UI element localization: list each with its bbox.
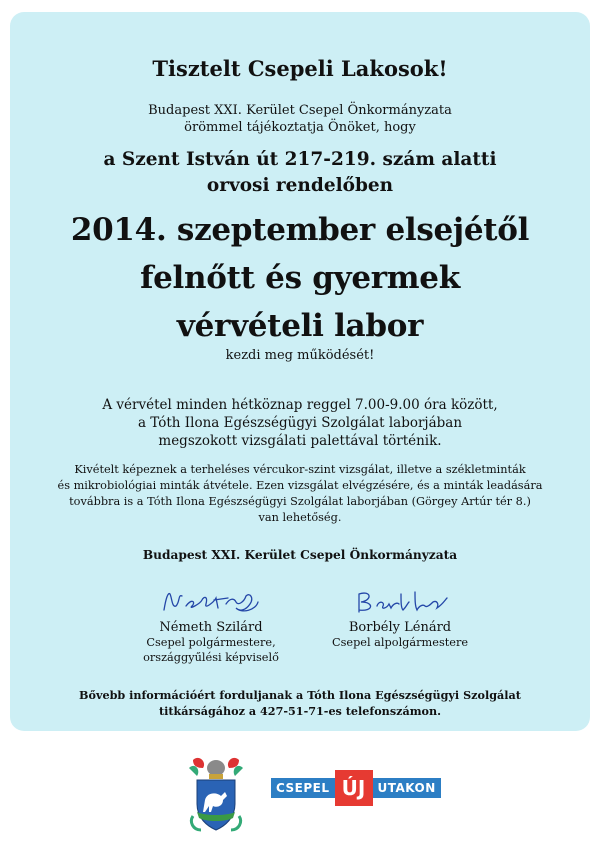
start-text: kezdi meg működését! [225, 348, 375, 363]
schedule-line: megszokott vizsgálati palettával történik. [158, 433, 442, 449]
logo-middle-text: ÚJ [335, 770, 373, 806]
organization-name: Budapest XXI. Kerület Csepel Önkormányzata [142, 548, 458, 562]
exceptions-text [0, 462, 600, 526]
exceptions-line: továbbra is a Tóth Ilona Egészségügyi Szolgálat laborjában (Görgey Artúr tér 8.) [69, 495, 531, 508]
csepel-uj-utakon-logo [271, 770, 441, 806]
headline-line: felnőtt és gyermek [140, 260, 460, 296]
signature-image [156, 584, 266, 618]
headline-line: 2014. szeptember elsejétől [70, 212, 530, 248]
contact-info [0, 687, 600, 719]
headline [0, 206, 600, 350]
signer-name: Németh Szilárd [159, 620, 263, 635]
intro-line: Budapest XXI. Kerület Csepel Önkormányzata [148, 103, 452, 118]
greeting-heading: Tisztelt Csepeli Lakosok! [152, 56, 448, 81]
logo-left-text: CSEPEL [271, 778, 335, 798]
signature-image [345, 584, 455, 618]
intro-line: örömmel tájékoztatja Önöket, hogy [184, 120, 416, 135]
logo-right-text: UTAKON [373, 778, 441, 798]
schedule-line: a Tóth Ilona Egészségügyi Szolgálat laborjában [137, 415, 463, 431]
contact-line: titkárságához a 427-51-71-es telefonszámon. [158, 704, 442, 718]
signer-role: Csepel polgármestere, [146, 636, 276, 649]
intro-text [0, 102, 600, 136]
headline-line: vérvételi labor [176, 308, 424, 344]
signer-role: országgyűlési képviselő [143, 651, 279, 664]
schedule-line: A vérvétel minden hétköznap reggel 7.00-9.00 óra között, [102, 397, 498, 413]
exceptions-line: Kivételt képeznek a terheléses vércukor-szint vizsgálat, illetve a székletminták [74, 463, 526, 476]
exceptions-line: van lehetőség. [258, 511, 342, 524]
signature-block-deputy [280, 584, 520, 650]
signer-name: Borbély Lénárd [348, 620, 452, 635]
exceptions-line: és mikrobiológiai minták átvétele. Ezen vizsgálat elvégzésére, és a minták leadására [57, 479, 543, 492]
signer-role: Csepel alpolgármestere [331, 636, 469, 649]
contact-line: Bővebb információért forduljanak a Tóth Ilona Egészségügyi Szolgálat [79, 688, 521, 702]
address-text [0, 147, 600, 199]
address-line: a Szent István út 217-219. szám alatti [103, 149, 497, 170]
coat-of-arms-icon [187, 756, 245, 834]
address-line: orvosi rendelőben [206, 175, 394, 196]
schedule-text [0, 396, 600, 450]
